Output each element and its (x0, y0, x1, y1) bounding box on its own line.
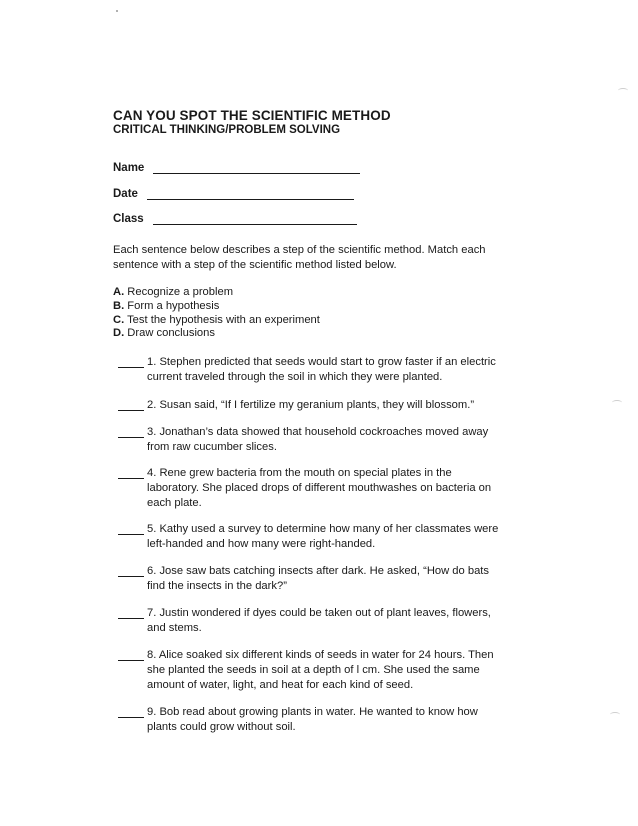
instructions: Each sentence below describes a step of the scientific method. Match each sentence with a step of the scientific method listed below. (113, 244, 486, 271)
scan-edge-mark (610, 712, 620, 717)
option-letter: B. (113, 299, 125, 312)
question-text: 4. Rene grew bacteria from the mouth on special plates in the laboratory. She placed drops of different mouthwashes on bacteria on each plate. (147, 467, 492, 509)
scan-edge-mark (612, 400, 622, 405)
answer-blank[interactable] (118, 648, 144, 661)
scan-edge-mark (618, 88, 628, 93)
name-line[interactable] (153, 161, 360, 174)
question-text: 1. Stephen predicted that seeds would start to grow faster if an electric current traveled through the soil in which they were planted. (147, 356, 496, 383)
answer-blank[interactable] (118, 398, 144, 411)
question-item (118, 564, 538, 594)
question-text: 3. Jonathan’s data showed that household cockroaches moved away from raw cucumber slices. (147, 426, 489, 453)
option-letter: A. (113, 286, 125, 298)
class-label: Class (113, 213, 144, 225)
date-label: Date (113, 188, 138, 200)
question-item (118, 425, 538, 455)
question-item (118, 705, 538, 735)
question-item (118, 466, 538, 511)
name-field (113, 161, 360, 174)
method-steps-list (113, 286, 320, 341)
question-text: 6. Jose saw bats catching insects after dark. He asked, “How do bats find the insects in the dark?” (147, 565, 490, 592)
option-text: Test the hypothesis with an experiment (124, 313, 320, 326)
scan-speck (116, 10, 118, 12)
option-text: Form a hypothesis (124, 299, 220, 312)
worksheet-title: CAN YOU SPOT THE SCIENTIFIC METHOD (113, 108, 391, 123)
worksheet-subtitle: CRITICAL THINKING/PROBLEM SOLVING (113, 124, 341, 136)
answer-blank[interactable] (118, 522, 144, 535)
question-text: 7. Justin wondered if dyes could be taken out of plant leaves, flowers, and stems. (147, 607, 491, 634)
date-line[interactable] (147, 187, 354, 200)
option-letter: D. (113, 327, 125, 340)
question-item (118, 522, 538, 552)
class-line[interactable] (153, 212, 357, 225)
answer-blank[interactable] (118, 425, 144, 438)
question-item (118, 355, 538, 385)
method-step-option (113, 286, 320, 300)
question-text: 2. Susan said, “If I fertilize my geranium plants, they will blossom.” (147, 399, 475, 411)
date-field (113, 187, 354, 200)
question-item (118, 398, 538, 413)
method-step-option (113, 327, 320, 341)
method-step-option (113, 314, 320, 328)
answer-blank[interactable] (118, 466, 144, 479)
class-field (113, 212, 357, 225)
answer-blank[interactable] (118, 564, 144, 577)
option-text: Draw conclusions (124, 327, 215, 340)
question-text: 8. Alice soaked six different kinds of seeds in water for 24 hours. Then she planted the seeds in soil at a depth of l cm. She used the same amount of water, light, and heat for each kind of seed. (147, 649, 494, 691)
question-item (118, 606, 538, 636)
answer-blank[interactable] (118, 355, 144, 368)
option-text: Recognize a problem (124, 286, 234, 298)
question-text: 9. Bob read about growing plants in water. He wanted to know how plants could grow without soil. (147, 706, 478, 733)
question-text: 5. Kathy used a survey to determine how many of her classmates were left-handed and how many were right-handed. (147, 523, 499, 550)
question-item (118, 648, 538, 693)
name-label: Name (113, 162, 145, 174)
option-letter: C. (113, 313, 125, 326)
answer-blank[interactable] (118, 606, 144, 619)
method-step-option (113, 300, 320, 314)
answer-blank[interactable] (118, 705, 144, 718)
